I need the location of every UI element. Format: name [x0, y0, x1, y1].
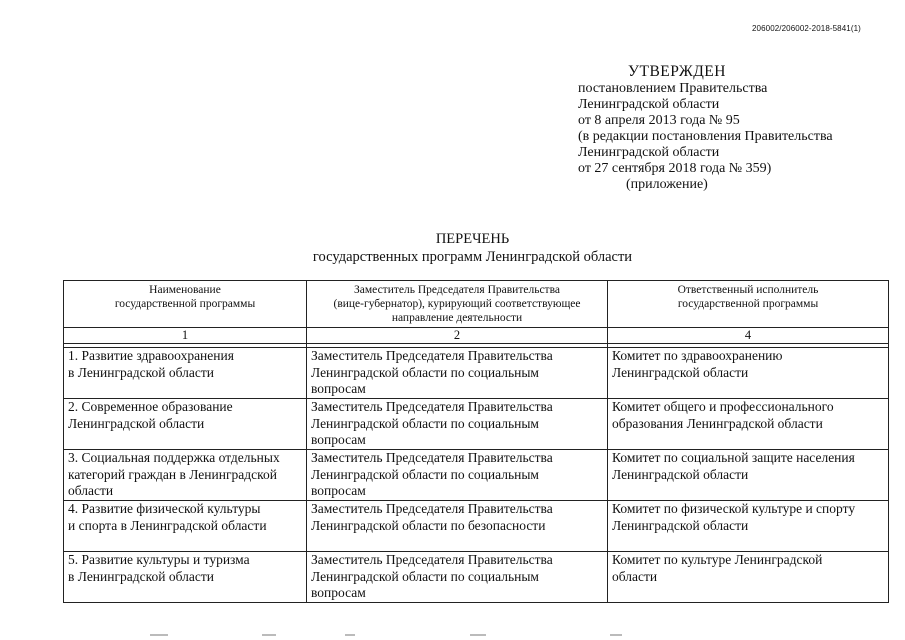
deputy: Заместитель Председателя Правительства Ленинградской области по социальным вопросам: [307, 348, 608, 399]
program-name: 1. Развитие здравоохранения в Ленинградской области: [64, 348, 307, 399]
executor: Комитет по физической культуре и спорту Ленинградской области: [608, 501, 889, 552]
table-row: [64, 552, 889, 603]
program-name: 4. Развитие физической культуры и спорта в Ленинградской области: [64, 501, 307, 552]
table-row: [64, 399, 889, 450]
approval-line: Ленинградской области: [578, 145, 720, 160]
scan-edge-marks: [0, 634, 905, 637]
approval-line: от 27 сентября 2018 года № 359): [578, 161, 772, 176]
document-id: 206002/206002-2018-5841(1): [752, 24, 861, 33]
approval-line: от 8 апреля 2013 года № 95: [578, 113, 740, 128]
column-number-row: [64, 328, 889, 344]
deputy: Заместитель Председателя Правительства Ленинградской области по безопасности: [307, 501, 608, 552]
program-name: 5. Развитие культуры и туризма в Ленинградской области: [64, 552, 307, 603]
header-program-name: Наименование государственной программы: [64, 281, 307, 328]
header-executor: Ответственный исполнитель государственной программы: [608, 281, 889, 328]
approval-stamp: [578, 64, 833, 193]
approval-line: Ленинградской области: [578, 97, 720, 112]
title-line-1: ПЕРЕЧЕНЬ: [435, 231, 510, 247]
executor: Комитет по культуре Ленинградской области: [608, 552, 889, 603]
document-title: [0, 230, 905, 266]
column-number: 4: [608, 328, 889, 344]
table-header-row: [64, 281, 889, 328]
programs-table: [63, 280, 889, 603]
deputy: Заместитель Председателя Правительства Ленинградской области по социальным вопросам: [307, 399, 608, 450]
deputy: Заместитель Председателя Правительства Ленинградской области по социальным вопросам: [307, 450, 608, 501]
approval-line: (в редакции постановления Правительства: [578, 129, 833, 144]
column-number: 2: [307, 328, 608, 344]
executor: Комитет по здравоохранению Ленинградской области: [608, 348, 889, 399]
column-number: 1: [64, 328, 307, 344]
deputy: Заместитель Председателя Правительства Ленинградской области по социальным вопросам: [307, 552, 608, 603]
approval-annex: (приложение): [626, 177, 708, 192]
approval-heading: УТВЕРЖДЕН: [628, 63, 726, 80]
executor: Комитет общего и профессионального образования Ленинградской области: [608, 399, 889, 450]
table-row: [64, 348, 889, 399]
table-row: [64, 450, 889, 501]
executor: Комитет по социальной защите населения Ленинградской области: [608, 450, 889, 501]
title-line-2: государственных программ Ленинградской области: [312, 249, 633, 265]
table-row: [64, 501, 889, 552]
program-name: 2. Современное образование Ленинградской области: [64, 399, 307, 450]
program-name: 3. Социальная поддержка отдельных категорий граждан в Ленинградской области: [64, 450, 307, 501]
approval-line: постановлением Правительства: [578, 81, 768, 96]
header-deputy: Заместитель Председателя Правительства (вице-губернатор), курирующий соответствующее направление деятельности: [307, 281, 608, 328]
